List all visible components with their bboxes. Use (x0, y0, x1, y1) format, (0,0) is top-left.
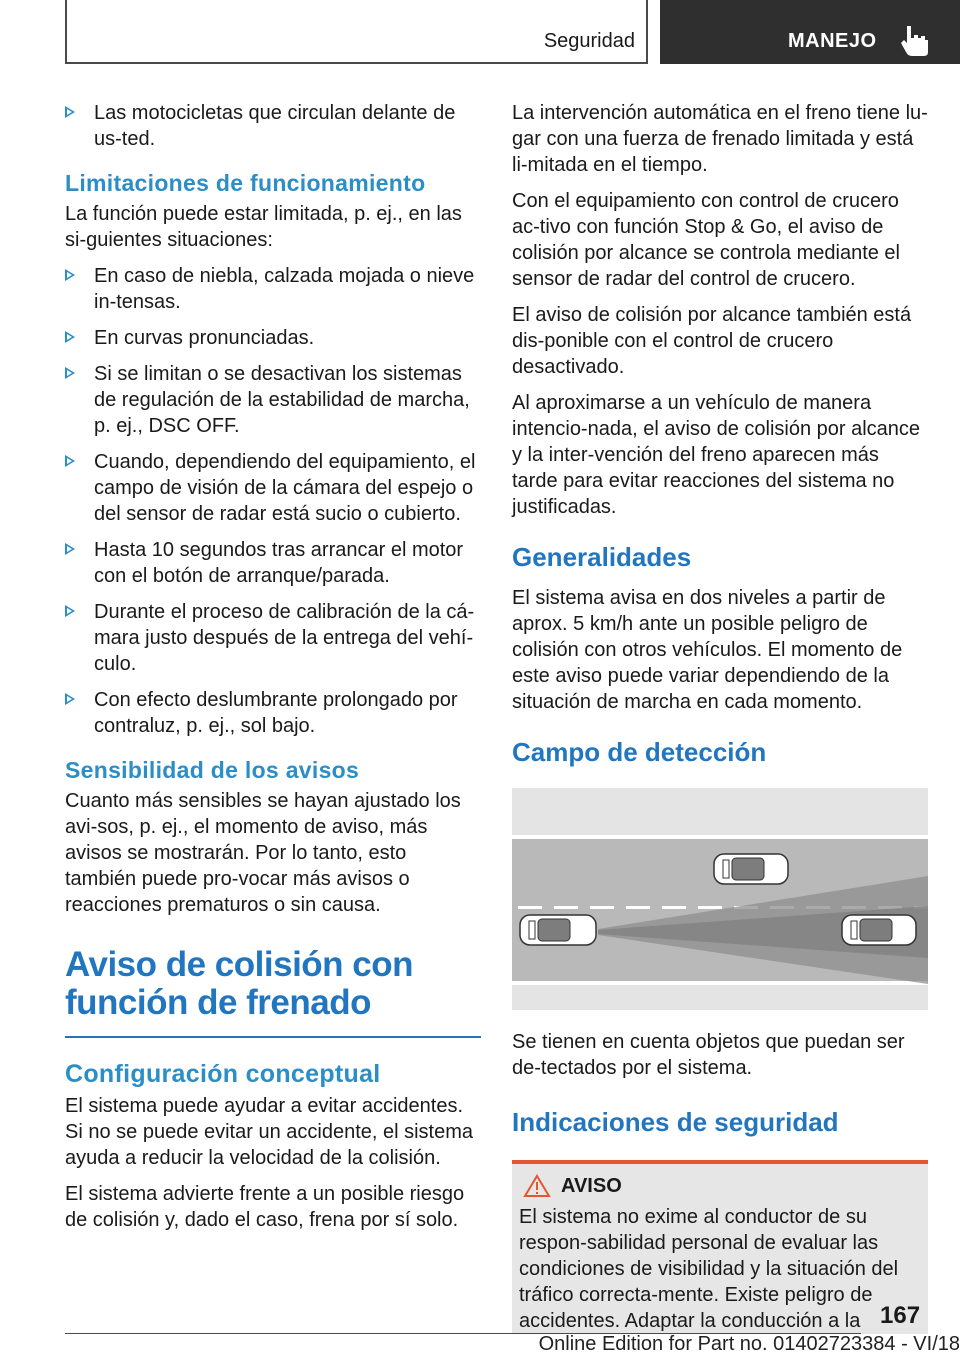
triangle-bullet-icon (65, 605, 75, 617)
safety-heading: Indicaciones de seguridad (512, 1107, 839, 1137)
limitations-list (65, 263, 481, 739)
header-chapter-tab (660, 0, 960, 64)
list-item: Cuando, dependiendo del equipamiento, el campo de visión de la cámara del espejo o del sensor de radar está sucio o cubierto. (65, 449, 481, 527)
sensitivity-text: Cuanto más sensibles se hayan ajustado los avi-sos, p. ej., el momento de aviso, más avisos se mostrarán. Por lo tanto, esto también puede pro-vocar más avisos o reacciones prematuros o sin causa. (65, 790, 461, 916)
cruise-off-paragraph: El aviso de colisión por alcance también está dis-ponible con el control de crucero desactivado. (512, 304, 912, 378)
list-item: Durante el proceso de calibración de la cá-mara justo después de la entrega del vehí-culo. (65, 599, 481, 677)
main-section-heading: Aviso de colisión con función de frenado (65, 946, 481, 1038)
cruise-control-paragraph: Con el equipamiento con control de crucero ac-tivo con función Stop & Go, el aviso de colisión por alcance se controla mediante el sensor de radar del control de crucero. (512, 190, 900, 290)
list-item: Si se limitan o se desactivan los sistemas de regulación de la estabilidad de marcha, p. ej., DSC OFF. (65, 361, 481, 439)
concept-paragraph-1: El sistema puede ayudar a evitar accidentes. Si no se puede evitar un accidente, el sistema ayuda a reducir la velocidad de la colisión. (65, 1095, 474, 1169)
concept-heading: Configuración conceptual (65, 1060, 381, 1088)
sensitivity-heading: Sensibilidad de los avisos (65, 757, 360, 783)
triangle-bullet-icon (65, 367, 75, 379)
concept-paragraph-2: El sistema advierte frente a un posible riesgo de colisión y, dado el caso, frena por sí solo. (65, 1183, 465, 1231)
header-section-title: Seguridad (543, 30, 635, 52)
intervention-paragraph: La intervención automática en el freno tiene lu-gar con una fuerza de frenado limitada y está li-mitada en el tiempo. (512, 102, 928, 176)
left-list-top (65, 100, 481, 152)
general-heading: Generalidades (512, 542, 692, 572)
list-item: En caso de niebla, calzada mojada o nieve in-tensas. (65, 263, 481, 315)
triangle-bullet-icon (65, 269, 75, 281)
list-item: Las motocicletas que circulan delante de us-ted. (65, 100, 481, 152)
warning-notice (512, 1160, 928, 1334)
general-text: El sistema avisa en dos niveles a partir de aprox. 5 km/h ante un posible peligro de colisión con otros vehículos. El momento de este aviso puede variar dependiendo de la situación de marcha en cada momento. (512, 587, 903, 713)
triangle-bullet-icon (65, 331, 75, 343)
right-column (512, 100, 928, 1334)
list-item: Hasta 10 segundos tras arrancar el motor con el botón de arranque/parada. (65, 537, 481, 589)
notice-header (523, 1174, 921, 1198)
triangle-bullet-icon (65, 455, 75, 467)
car-side-lane (842, 915, 916, 945)
limitations-heading: Limitaciones de funcionamiento (65, 170, 426, 196)
notice-title: AVISO (561, 1174, 622, 1197)
footer-edition: Online Edition for Part no. 01402723384 - VI/18 (538, 1333, 960, 1355)
approach-paragraph: Al aproximarse a un vehículo de manera intencio-nada, el aviso de colisión por alcance y la inter-vención del freno aparecen más tarde para evitar reacciones del sistema no justificadas. (512, 392, 921, 518)
list-item: Con efecto deslumbrante prolongado por contraluz, p. ej., sol bajo. (65, 687, 481, 739)
triangle-bullet-icon (65, 693, 75, 705)
detection-field-illustration (512, 788, 928, 1010)
hand-pointing-icon (898, 24, 934, 58)
list-item: En curvas pronunciadas. (65, 325, 481, 351)
left-column (65, 100, 481, 1243)
chapter-label: MANEJO (788, 30, 877, 52)
limitations-intro: La función puede estar limitada, p. ej., en las si-guientes situaciones: (65, 203, 462, 251)
car-ahead (714, 854, 788, 884)
triangle-bullet-icon (65, 106, 75, 118)
detection-heading: Campo de detección (512, 737, 767, 767)
page-number: 167 (880, 1302, 921, 1329)
notice-text: El sistema no exime al conductor de su respon-sabilidad personal de evaluar las condiciones de visibilidad y la situación del tráfico correcta-mente. Existe peligro de accidentes. Adaptar la conducción a la (519, 1206, 899, 1332)
triangle-bullet-icon (65, 543, 75, 555)
warning-triangle-icon (523, 1174, 551, 1198)
own-car (520, 915, 596, 945)
detection-caption: Se tienen en cuenta objetos que puedan ser de-tectados por el sistema. (512, 1031, 905, 1079)
